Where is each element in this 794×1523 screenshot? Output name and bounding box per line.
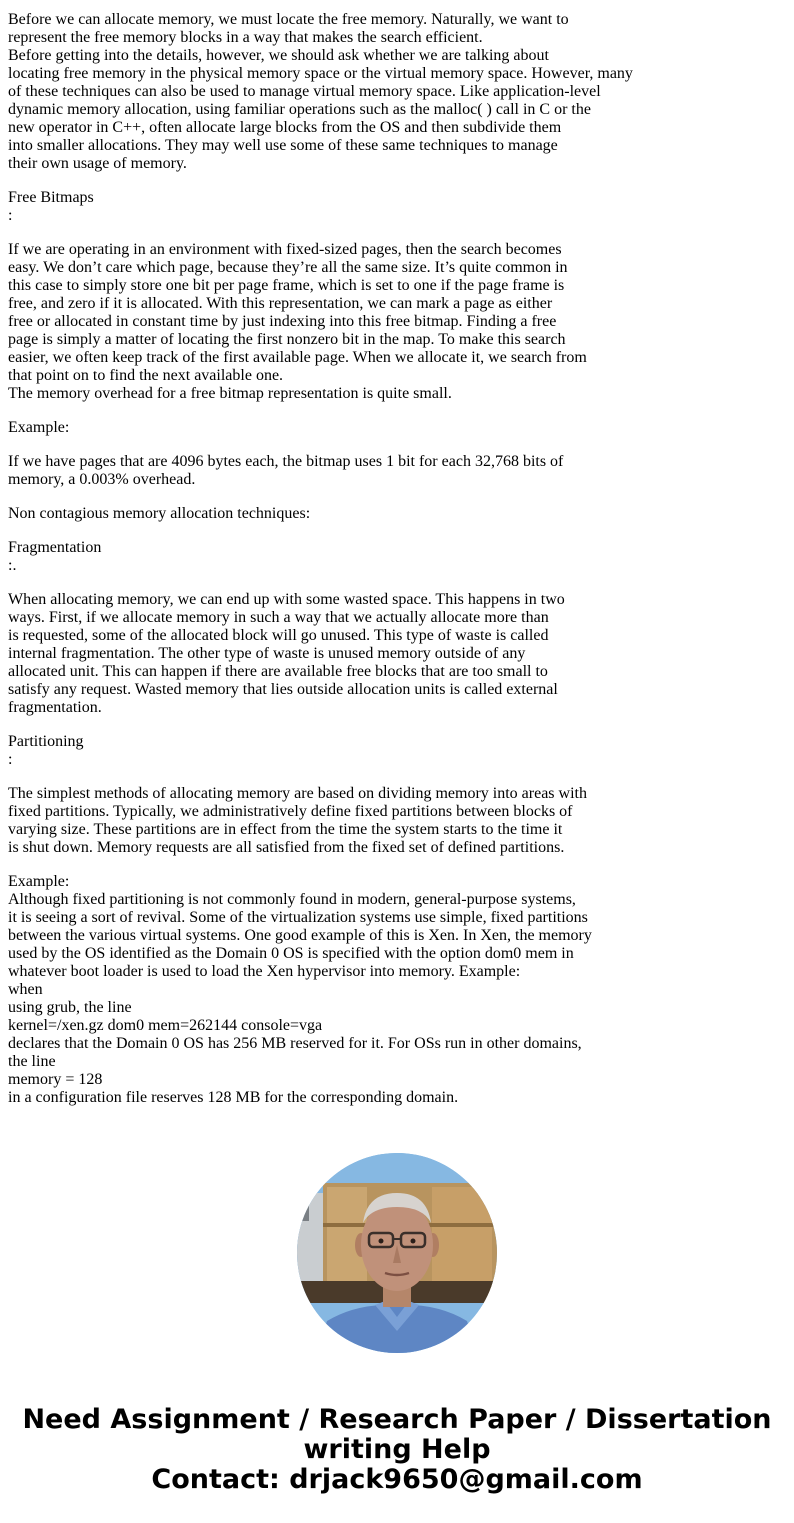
heading-colon: :. xyxy=(8,557,17,574)
free-bitmaps-heading xyxy=(8,189,728,225)
text-line: easier, we often keep track of the first available page. When we allocate it, we search from xyxy=(8,349,587,366)
text-line: memory = 128 xyxy=(8,1071,103,1088)
text-line: the line xyxy=(8,1053,56,1070)
noncontiguous-heading: Non contagious memory allocation techniques: xyxy=(8,505,311,522)
text-line: page is simply a matter of locating the first nonzero bit in the map. To make this search xyxy=(8,331,566,348)
free-bitmaps-paragraph xyxy=(8,241,728,403)
partitioning-heading xyxy=(8,733,728,769)
text-line: new operator in C++, often allocate large blocks from the OS and then subdivide them xyxy=(8,119,562,136)
heading-text: Partitioning xyxy=(8,733,84,750)
text-line: declares that the Domain 0 OS has 256 MB reserved for it. For OSs run in other domains, xyxy=(8,1035,582,1052)
text-line: If we have pages that are 4096 bytes each, the bitmap uses 1 bit for each 32,768 bits of xyxy=(8,453,564,470)
footer-banner xyxy=(0,1405,794,1495)
text-line: their own usage of memory. xyxy=(8,155,187,172)
article-content xyxy=(8,11,728,1107)
text-line: Although fixed partitioning is not commonly found in modern, general-purpose systems, xyxy=(8,891,576,908)
text-line: kernel=/xen.gz dom0 mem=262144 console=vga xyxy=(8,1017,323,1034)
text-line: locating free memory in the physical memory space or the virtual memory space. However, many xyxy=(8,65,633,82)
heading-text: Fragmentation xyxy=(8,539,102,556)
text-line: represent the free memory blocks in a way that makes the search efficient. xyxy=(8,29,483,46)
text-line: it is seeing a sort of revival. Some of the virtualization systems use simple, fixed partitions xyxy=(8,909,588,926)
text-line: easy. We don’t care which page, because they’re all the same size. It’s quite common in xyxy=(8,259,568,276)
text-line: Before getting into the details, however, we should ask whether we are talking about xyxy=(8,47,549,64)
text-line: that point on to find the next available one. xyxy=(8,367,284,384)
author-photo-icon xyxy=(297,1153,497,1353)
text-line: allocated unit. This can happen if there are available free blocks that are too small to xyxy=(8,663,548,680)
text-line: The simplest methods of allocating memory are based on dividing memory into areas with xyxy=(8,785,587,802)
xen-example-paragraph xyxy=(8,873,728,1107)
text-line: used by the OS identified as the Domain 0 OS is specified with the option dom0 mem in xyxy=(8,945,574,962)
text-line: ways. First, if we allocate memory in such a way that we actually allocate more than xyxy=(8,609,549,626)
fragmentation-paragraph xyxy=(8,591,728,717)
example-label: Example: xyxy=(8,419,70,436)
author-avatar xyxy=(297,1153,497,1353)
text-line: fixed partitions. Typically, we administratively define fixed partitions between blocks of xyxy=(8,803,573,820)
bitmap-example-paragraph xyxy=(8,453,728,489)
heading-text: Free Bitmaps xyxy=(8,189,94,206)
text-line: The memory overhead for a free bitmap representation is quite small. xyxy=(8,385,452,402)
text-line: is shut down. Memory requests are all satisfied from the fixed set of defined partitions. xyxy=(8,839,565,856)
text-line: whatever boot loader is used to load the Xen hypervisor into memory. Example: xyxy=(8,963,521,980)
text-line: memory, a 0.003% overhead. xyxy=(8,471,196,488)
text-line: is requested, some of the allocated block will go unused. This type of waste is called xyxy=(8,627,549,644)
text-line: free, and zero if it is allocated. With this representation, we can mark a page as either xyxy=(8,295,553,312)
text-line: satisfy any request. Wasted memory that lies outside allocation units is called external xyxy=(8,681,558,698)
text-line: fragmentation. xyxy=(8,699,102,716)
text-line: using grub, the line xyxy=(8,999,132,1016)
text-line: when xyxy=(8,981,43,998)
text-line: into smaller allocations. They may well use some of these same techniques to manage xyxy=(8,137,558,154)
heading-colon: : xyxy=(8,207,13,224)
text-line: internal fragmentation. The other type of waste is unused memory outside of any xyxy=(8,645,526,662)
text-line: Example: xyxy=(8,873,70,890)
text-line: dynamic memory allocation, using familiar operations such as the malloc( ) call in C or the xyxy=(8,101,591,118)
text-line: varying size. These partitions are in effect from the time the system starts to the time it xyxy=(8,821,563,838)
intro-paragraph xyxy=(8,11,728,173)
text-line: Before we can allocate memory, we must locate the free memory. Naturally, we want to xyxy=(8,11,569,28)
footer-contact: Contact: drjack9650@gmail.com xyxy=(151,1464,643,1495)
footer-line-1: Need Assignment / Research Paper / Dissertation xyxy=(22,1404,772,1435)
text-line: When allocating memory, we can end up with some wasted space. This happens in two xyxy=(8,591,565,608)
text-line: in a configuration file reserves 128 MB for the corresponding domain. xyxy=(8,1089,459,1106)
text-line: free or allocated in constant time by just indexing into this free bitmap. Finding a free xyxy=(8,313,557,330)
fragmentation-heading xyxy=(8,539,728,575)
partitioning-paragraph xyxy=(8,785,728,857)
text-line: If we are operating in an environment with fixed-sized pages, then the search becomes xyxy=(8,241,562,258)
text-line: between the various virtual systems. One good example of this is Xen. In Xen, the memory xyxy=(8,927,592,944)
heading-colon: : xyxy=(8,751,13,768)
text-line: this case to simply store one bit per page frame, which is set to one if the page frame is xyxy=(8,277,565,294)
footer-line-2: writing Help xyxy=(303,1434,491,1465)
text-line: of these techniques can also be used to manage virtual memory space. Like application-level xyxy=(8,83,601,100)
